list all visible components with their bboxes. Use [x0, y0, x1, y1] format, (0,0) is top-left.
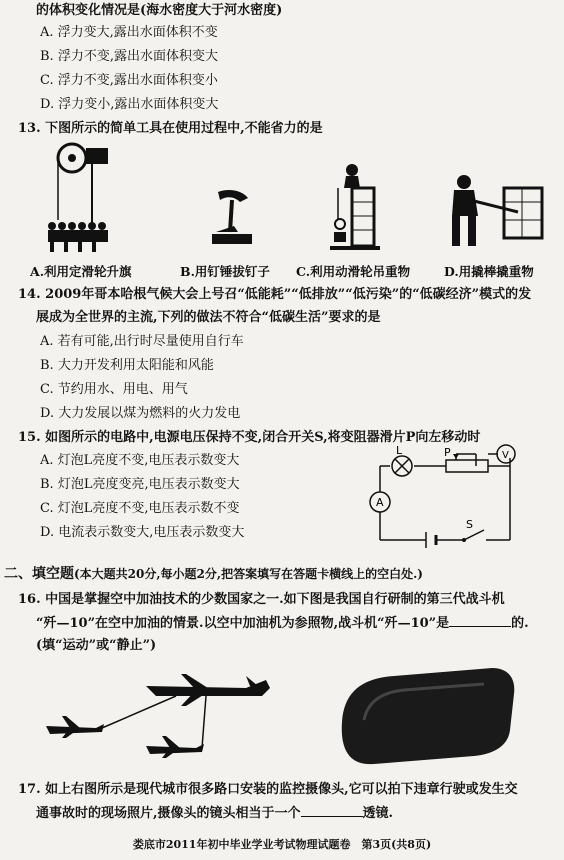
q13-caption-c: C.利用动滑轮吊重物	[296, 264, 411, 279]
q15-option-b: B. 灯泡L亮度变亮,电压表示数变大	[40, 477, 240, 492]
section2-title: 二、填空题	[4, 566, 74, 582]
q17-line2-end: 透镜.	[362, 806, 394, 821]
q12-option-c: C. 浮力不变,露出水面体积变小	[40, 73, 218, 88]
q14-option-c: C. 节约用水、用电、用气	[40, 382, 188, 397]
q15-option-c: C. 灯泡L亮度不变,电压表示数不变	[40, 501, 240, 516]
circuit-diagram	[360, 444, 530, 552]
q14-option-a: A. 若有可能,出行时尽量使用自行车	[40, 334, 244, 349]
q15-stem: 15. 如图所示的电路中,电源电压保持不变,闭合开关S,将变阻器滑片P向左移动时	[18, 430, 481, 445]
section2-heading	[4, 566, 423, 583]
lamp-label: L	[396, 444, 403, 457]
q15-option-d: D. 电流表示数变大,电压表示数变大	[40, 525, 245, 540]
q16-answer-blank[interactable]	[449, 614, 511, 627]
flagpole-pulley-figure	[44, 140, 134, 258]
q14-option-d: D. 大力发展以煤为燃料的火力发电	[40, 406, 241, 421]
q16-line2-text: “歼—10”在空中加油的情景.以空中加油机为参照物,战斗机“歼—10”是	[36, 616, 450, 631]
q14-stem-line2: 展成为全世界的主流,下列的做法不符合“低碳生活”要求的是	[36, 310, 381, 325]
q14-option-b: B. 大力开发利用太阳能和风能	[40, 358, 214, 373]
q14-stem-line1: 14. 2009年哥本哈根气候大会上号召“低能耗”“低排放”“低污染”的“低碳经济”模式的发	[18, 287, 532, 302]
lead-line: 的体积变化情况是(海水密度大于河水密度)	[36, 3, 283, 18]
ammeter-label: A	[376, 496, 384, 509]
q16-line2-end: 的.	[511, 616, 529, 631]
movable-pulley-figure	[330, 160, 380, 254]
q17-line1: 17. 如上右图所示是现代城市很多路口安装的监控摄像头,它可以拍下违章行驶或发生交	[18, 782, 518, 797]
q12-option-a: A. 浮力变大,露出水面体积不变	[40, 25, 218, 40]
q16-line2	[36, 614, 529, 632]
surveillance-camera-figure	[324, 660, 522, 770]
q17-line2	[36, 804, 393, 822]
slider-label: P	[444, 446, 451, 459]
q16-line3: (填“运动”或“静止”)	[36, 638, 157, 653]
q13-stem: 13. 下图所示的简单工具在使用过程中,不能省力的是	[18, 121, 323, 136]
q13-caption-d: D.用撬棒撬重物	[444, 264, 534, 279]
aerial-refueling-figure	[36, 666, 280, 764]
crowbar-figure	[440, 172, 550, 256]
q12-option-d: D. 浮力变小,露出水面体积变大	[40, 97, 219, 112]
q13-caption-b: B.用钉锤拔钉子	[180, 264, 270, 279]
switch-label: S	[466, 518, 473, 531]
q12-option-b: B. 浮力不变,露出水面体积变大	[40, 49, 218, 64]
voltmeter-label: V	[502, 450, 509, 461]
q13-caption-a: A.利用定滑轮升旗	[30, 264, 132, 279]
section2-note: (本大题共20分,每小题2分,把答案填写在答题卡横线上的空白处.)	[74, 567, 423, 581]
hammer-nail-figure	[208, 186, 256, 252]
page-footer: 娄底市2011年初中毕业学业考试物理试题卷 第3页(共8页)	[132, 838, 432, 851]
q15-option-a: A. 灯泡L亮度不变,电压表示数变大	[40, 453, 240, 468]
q17-answer-blank[interactable]	[301, 804, 363, 817]
q17-line2-text: 通事故时的现场照片,摄像头的镜头相当于一个	[36, 806, 301, 821]
q16-line1: 16. 中国是掌握空中加油技术的少数国家之一.如下图是我国自行研制的第三代战斗机	[18, 592, 505, 607]
